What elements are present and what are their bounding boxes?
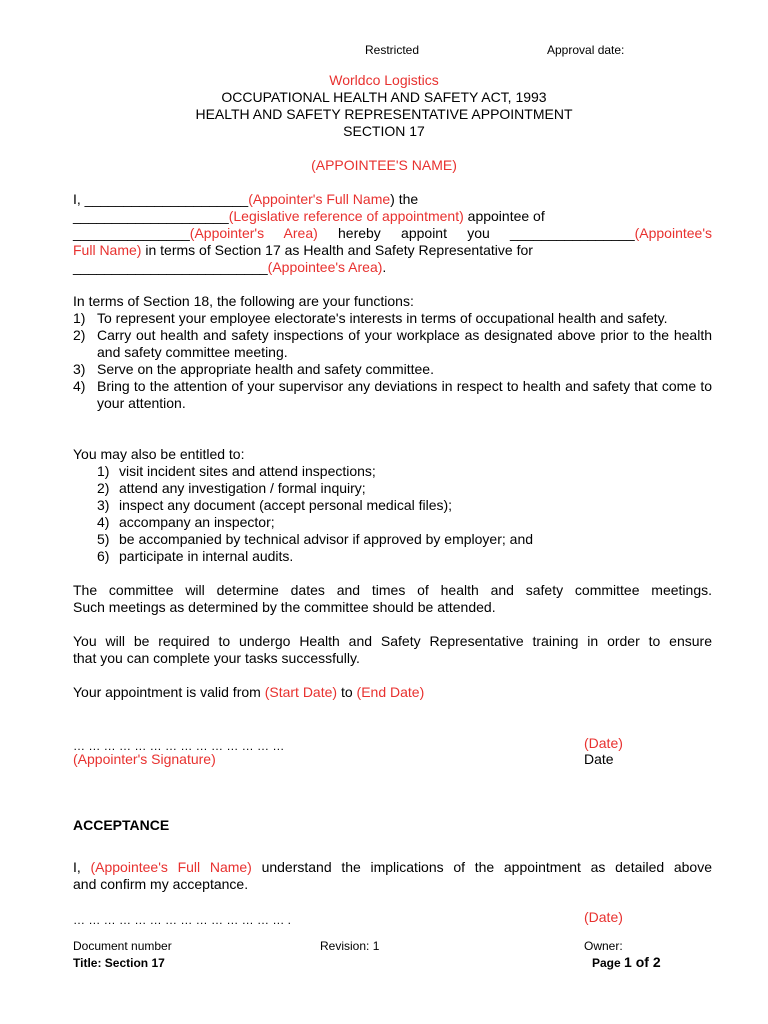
legislative-reference-field: (Legislative reference of appointment) bbox=[228, 208, 464, 224]
entitled-text: accompany an inspector; bbox=[119, 514, 275, 530]
training-line-1: You will be required to undergo Health and Safety Representative training in order to ensure bbox=[73, 633, 712, 649]
function-text: To represent your employee electorate's interests in terms of occupational health and safety. bbox=[97, 310, 668, 326]
validity-prefix: Your appointment is valid from bbox=[73, 684, 265, 700]
entitled-num: 4) bbox=[97, 514, 110, 530]
function-item bbox=[73, 361, 712, 378]
legislative-blank: ____________________ bbox=[73, 208, 229, 224]
entitled-text: be accompanied by technical advisor if approved by employer; and bbox=[119, 531, 534, 547]
entitled-num: 6) bbox=[97, 548, 110, 564]
function-item bbox=[73, 327, 712, 361]
owner-label: Owner: bbox=[584, 939, 623, 953]
function-num: 1) bbox=[73, 310, 86, 326]
page-indicator bbox=[592, 954, 661, 972]
entitled-item bbox=[97, 531, 533, 548]
committee-line-2: Such meetings as determined by the committee should be attended. bbox=[73, 599, 496, 615]
functions-heading: In terms of Section 18, the following are your functions: bbox=[73, 293, 414, 309]
intro-l2-suffix: appointee of bbox=[463, 208, 545, 224]
function-num: 2) bbox=[73, 327, 86, 343]
intro-line-3 bbox=[73, 225, 712, 242]
training-line-2: that you can complete your tasks successfully. bbox=[73, 650, 360, 666]
function-num: 3) bbox=[73, 361, 86, 377]
section-title: SECTION 17 bbox=[343, 123, 425, 139]
function-item bbox=[73, 378, 712, 412]
appointee-name-field-end: Full Name) bbox=[73, 242, 142, 258]
footer-title: Title: Section 17 bbox=[73, 956, 165, 970]
page-of: of bbox=[631, 954, 653, 970]
document-number-label: Document number bbox=[73, 939, 172, 953]
entitled-item bbox=[97, 548, 533, 565]
appointee-full-name-field: (Appointee's Full Name) bbox=[90, 859, 252, 875]
intro-line-2 bbox=[73, 208, 545, 225]
acceptance-line-2: and confirm my acceptance. bbox=[73, 876, 249, 892]
appointer-area-field: (Appointer's Area) bbox=[189, 225, 318, 241]
entitled-item bbox=[97, 463, 533, 480]
appointee-area-blank: _________________________ bbox=[73, 259, 268, 275]
entitled-num: 5) bbox=[97, 531, 110, 547]
entitled-text: attend any investigation / formal inquiry; bbox=[119, 480, 366, 496]
signature-dots: … … … … … … … … … … … … … … bbox=[73, 739, 285, 753]
signature-date-field: (Date) bbox=[584, 735, 623, 751]
intro-l1-suffix: ) the bbox=[390, 191, 419, 207]
function-text: Serve on the appropriate health and safety committee. bbox=[97, 361, 434, 377]
acceptance-prefix: I, bbox=[73, 859, 91, 875]
entitled-list bbox=[97, 463, 533, 565]
committee-paragraph bbox=[73, 582, 712, 616]
page-prefix: Page bbox=[592, 956, 625, 970]
company-name: Worldco Logistics bbox=[329, 72, 439, 88]
function-num: 4) bbox=[73, 378, 86, 394]
committee-line-1: The committee will determine dates and times of health and safety committee meetings. bbox=[73, 582, 712, 598]
entitled-item bbox=[97, 514, 533, 531]
acceptance-line-1 bbox=[73, 859, 712, 876]
appointee-area-field: (Appointee's Area) bbox=[267, 259, 383, 275]
function-text: Bring to the attention of your supervisor any deviations in respect to health and safety that come to your attention. bbox=[97, 378, 712, 411]
appointer-full-name-field: (Appointer's Full Name bbox=[248, 191, 391, 207]
function-item bbox=[73, 310, 712, 327]
acceptance-heading: ACCEPTANCE bbox=[73, 817, 170, 833]
end-date-field: (End Date) bbox=[356, 684, 425, 700]
training-paragraph bbox=[73, 633, 712, 667]
acceptance-suffix: understand the implications of the appointment as detailed above bbox=[251, 859, 713, 875]
appointer-signature-label: (Appointer's Signature) bbox=[73, 751, 216, 767]
appointer-area-blank: _______________ bbox=[73, 225, 190, 241]
revision-label: Revision: 1 bbox=[320, 939, 380, 953]
intro-l5-suffix: . bbox=[382, 259, 387, 275]
appointment-title: HEALTH AND SAFETY REPRESENTATIVE APPOINTMENT bbox=[195, 106, 573, 122]
appointee-name-heading: (APPOINTEE'S NAME) bbox=[311, 157, 457, 173]
entitled-heading: You may also be entitled to: bbox=[73, 446, 245, 462]
intro-line-4 bbox=[73, 242, 533, 259]
intro-line-5 bbox=[73, 259, 386, 276]
acceptance-date-field: (Date) bbox=[584, 909, 623, 925]
page-total: 2 bbox=[652, 954, 661, 970]
entitled-item bbox=[97, 497, 533, 514]
function-text: Carry out health and safety inspections of your workplace as designated above prior to the health and safety committee meeting. bbox=[97, 327, 712, 360]
entitled-text: participate in internal audits. bbox=[119, 548, 294, 564]
entitled-num: 3) bbox=[97, 497, 110, 513]
act-title: OCCUPATIONAL HEALTH AND SAFETY ACT, 1993 bbox=[221, 89, 547, 105]
entitled-num: 1) bbox=[97, 463, 110, 479]
entitled-num: 2) bbox=[97, 480, 110, 496]
page-number: 1 bbox=[624, 954, 632, 970]
appointee-name-field-start: (Appointee's bbox=[634, 225, 712, 241]
entitled-item bbox=[97, 480, 533, 497]
appointer-blank: I, _____________________ bbox=[73, 191, 249, 207]
intro-l3-mid: hereby appoint you ________________ bbox=[317, 225, 635, 241]
intro-l4-suffix: in terms of Section 17 as Health and Safety Representative for bbox=[141, 242, 533, 258]
entitled-text: inspect any document (accept personal medical files); bbox=[119, 497, 453, 513]
restricted-label: Restricted bbox=[365, 43, 420, 57]
entitled-text: visit incident sites and attend inspections; bbox=[119, 463, 376, 479]
start-date-field: (Start Date) bbox=[264, 684, 338, 700]
approval-date-label: Approval date: bbox=[547, 43, 625, 57]
signature-date-label: Date bbox=[584, 751, 614, 767]
validity-mid: to bbox=[337, 684, 357, 700]
validity-line bbox=[73, 684, 424, 701]
functions-list bbox=[73, 310, 712, 412]
intro-line-1 bbox=[73, 191, 418, 208]
acceptance-dots: … … … … … … … … … … … … … … . bbox=[73, 913, 292, 927]
